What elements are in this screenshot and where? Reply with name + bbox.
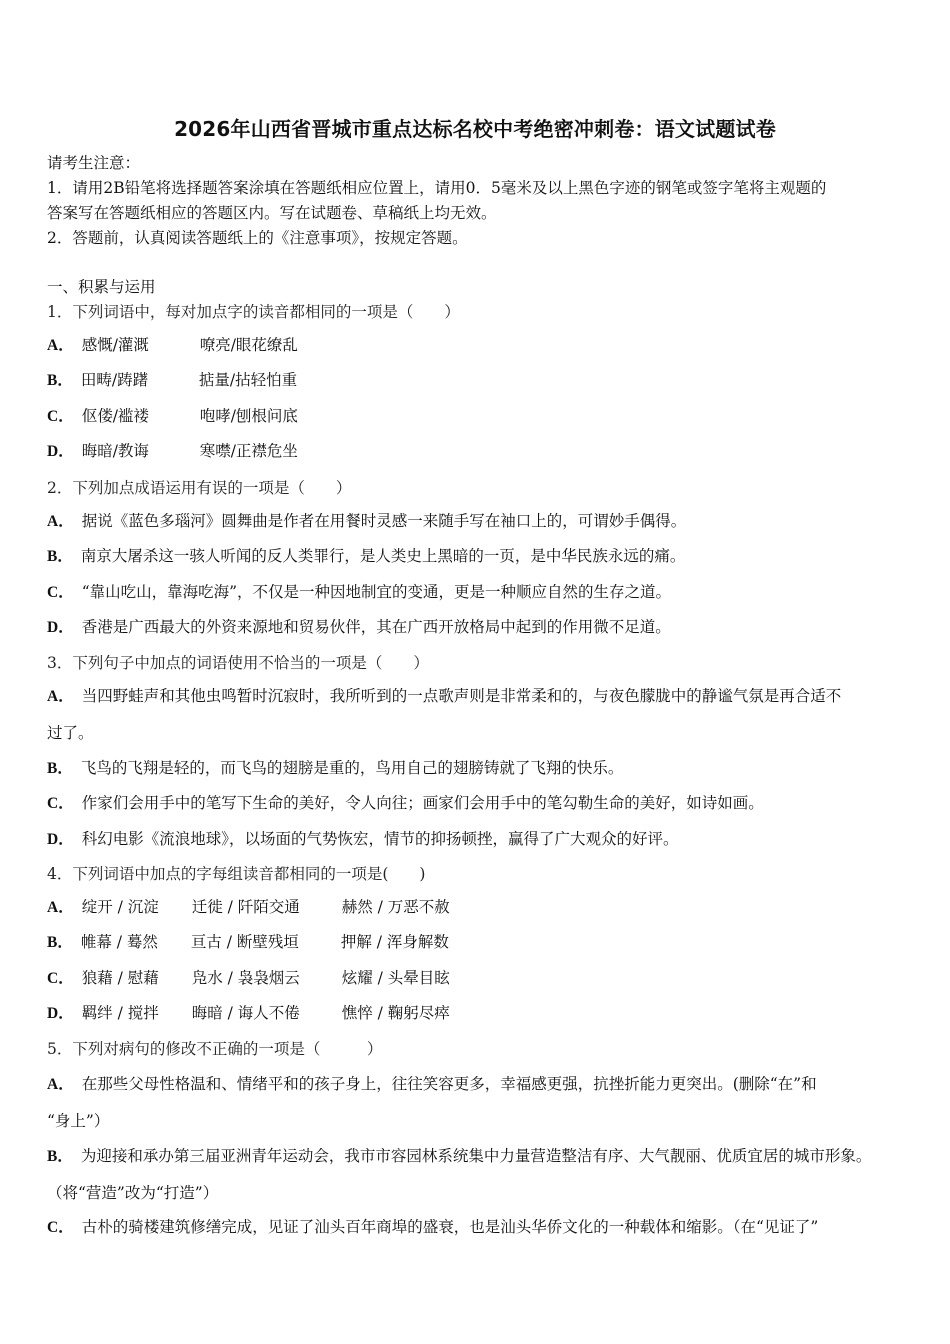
question-2-option-d (47, 617, 918, 638)
question-4-option-d (47, 1003, 918, 1024)
question-2-option-a (47, 511, 918, 532)
option-continuation: 过了。 (47, 724, 94, 742)
option-word: 田畴/踌躇 (80, 371, 149, 389)
question-2-option-c (47, 582, 918, 603)
option-word: 嘹亮/眼花缭乱 (199, 336, 298, 354)
option-word: 亘古 / 断壁残垣 (190, 933, 299, 951)
option-text: 当四野蛙声和其他虫鸣暂时沉寂时，我所听到的一点歌声则是非常柔和的，与夜色朦胧中的静谧气氛是再合适不 (81, 687, 842, 705)
question-3-option-d (47, 829, 918, 850)
option-letter: A． (47, 899, 74, 916)
question-1-option-c (47, 406, 918, 427)
option-text: 作家们会用手中的笔写下生命的美好，令人向往；画家们会用手中的笔勾勒生命的美好，如诗如画。 (81, 794, 764, 812)
option-letter: D． (47, 831, 74, 848)
option-text: 飞鸟的飞翔是轻的，而飞鸟的翅膀是重的，鸟用自己的翅膀铸就了飞翔的快乐。 (80, 759, 624, 777)
option-text: 在那些父母性格温和、情绪平和的孩子身上，往往笑容更多，幸福感更强，抗挫折能力更突出。(删除“在”和 (81, 1075, 817, 1093)
page-title: 2026年山西省晋城市重点达标名校中考绝密冲刺卷：语文试题试卷 (174, 117, 776, 141)
option-word: 绽开 / 沉淀 (81, 898, 159, 916)
option-text: 据说《蓝色多瑙河》圆舞曲是作者在用餐时灵感一来随手写在袖口上的，可谓妙手偶得。 (81, 512, 687, 530)
option-word: 押解 / 浑身解数 (340, 933, 449, 951)
option-word: 凫水 / 袅袅烟云 (191, 969, 300, 987)
option-letter: C． (47, 408, 74, 425)
option-word: 晦暗 / 诲人不倦 (191, 1004, 300, 1022)
notice-item: 1．请用2B铅笔将选择题答案涂填在答题纸相应位置上，请用0．5毫米及以上黑色字迹的钢笔或签字笔将主观题的 (47, 179, 827, 197)
option-word: 炫耀 / 头晕目眩 (341, 969, 450, 987)
question-1-option-a (47, 335, 918, 356)
option-continuation: “身上”） (47, 1112, 110, 1130)
option-text: 南京大屠杀这一骇人听闻的反人类罪行，是人类史上黑暗的一页，是中华民族永远的痛。 (80, 547, 686, 565)
option-letter: D． (47, 1005, 74, 1022)
question-4-option-c (47, 968, 918, 989)
question-3-option-c (47, 793, 918, 814)
option-letter: B． (47, 548, 73, 565)
question-5-option-b (47, 1146, 946, 1167)
option-text: 科幻电影《流浪地球》，以场面的气势恢宏，情节的抑扬顿挫，赢得了广大观众的好评。 (81, 830, 679, 848)
section-heading: 一、积累与运用 (47, 278, 156, 296)
option-text: 为迎接和承办第三届亚洲青年运动会，我市市容园林系统集中力量营造整洁有序、大气靓丽、优质宜居的城市形象。 (80, 1147, 872, 1165)
question-3-option-a (47, 686, 918, 707)
option-letter: B． (47, 1148, 73, 1165)
option-word: 狼藉 / 慰藉 (81, 969, 159, 987)
notice-item: 2．答题前，认真阅读答题纸上的《注意事项》，按规定答题。 (47, 229, 468, 247)
option-text: “靠山吃山，靠海吃海”，不仅是一种因地制宜的变通，更是一种顺应自然的生存之道。 (81, 583, 672, 601)
option-word: 寒噤/正襟危坐 (199, 442, 298, 460)
option-word: 伛偻/褴褛 (81, 407, 149, 425)
question-3-stem: 3．下列句子中加点的词语使用不恰当的一项是（ ） (47, 654, 429, 672)
option-letter: A． (47, 513, 74, 530)
option-letter: C． (47, 970, 74, 987)
option-letter: B． (47, 372, 73, 389)
option-letter: A． (47, 337, 74, 354)
option-letter: A． (47, 688, 74, 705)
option-word: 晦暗/教诲 (81, 442, 149, 460)
question-5-option-c (47, 1217, 918, 1238)
question-4-stem: 4．下列词语中加点的字每组读音都相同的一项是( ) (47, 865, 426, 883)
option-letter: A． (47, 1076, 74, 1093)
notice-heading: 请考生注意： (47, 154, 141, 172)
option-word: 赫然 / 万恶不赦 (341, 898, 450, 916)
option-letter: C． (47, 795, 74, 812)
question-5-option-a (47, 1074, 918, 1095)
option-letter: C． (47, 584, 74, 601)
notice-item: 答案写在答题纸相应的答题区内。写在试题卷、草稿纸上均无效。 (47, 204, 497, 222)
option-letter: B． (47, 934, 73, 951)
question-3-option-b (47, 758, 918, 779)
option-letter: D． (47, 619, 74, 636)
question-4-option-b (47, 932, 918, 953)
question-1-stem: 1．下列词语中，每对加点字的读音都相同的一项是（ ） (47, 303, 460, 321)
question-1-option-b (47, 370, 918, 391)
option-text: 香港是广西最大的外资来源地和贸易伙伴，其在广西开放格局中起到的作用微不足道。 (81, 618, 671, 636)
option-letter: B． (47, 760, 73, 777)
option-letter: C． (47, 1219, 74, 1236)
option-text: 古朴的骑楼建筑修缮完成，见证了汕头百年商埠的盛衰，也是汕头华侨文化的一种载体和缩影。（在“见证了” (81, 1218, 819, 1236)
option-word: 帷幕 / 蓦然 (80, 933, 158, 951)
question-1-option-d (47, 441, 918, 462)
option-continuation: （将“营造”改为“打造”） (47, 1184, 219, 1202)
question-2-option-b (47, 546, 918, 567)
option-word: 咆哮/刨根问底 (199, 407, 298, 425)
question-5-stem: 5．下列对病句的修改不正确的一项是（ ） (47, 1040, 383, 1058)
option-word: 感慨/灌溉 (81, 336, 149, 354)
question-4-option-a (47, 897, 918, 918)
option-word: 憔悴 / 鞠躬尽瘁 (341, 1004, 450, 1022)
option-word: 迁徙 / 阡陌交通 (191, 898, 300, 916)
option-word: 掂量/拈轻怕重 (198, 371, 298, 389)
option-word: 羁绊 / 搅拌 (81, 1004, 159, 1022)
question-2-stem: 2．下列加点成语运用有误的一项是（ ） (47, 479, 352, 497)
option-letter: D． (47, 443, 74, 460)
